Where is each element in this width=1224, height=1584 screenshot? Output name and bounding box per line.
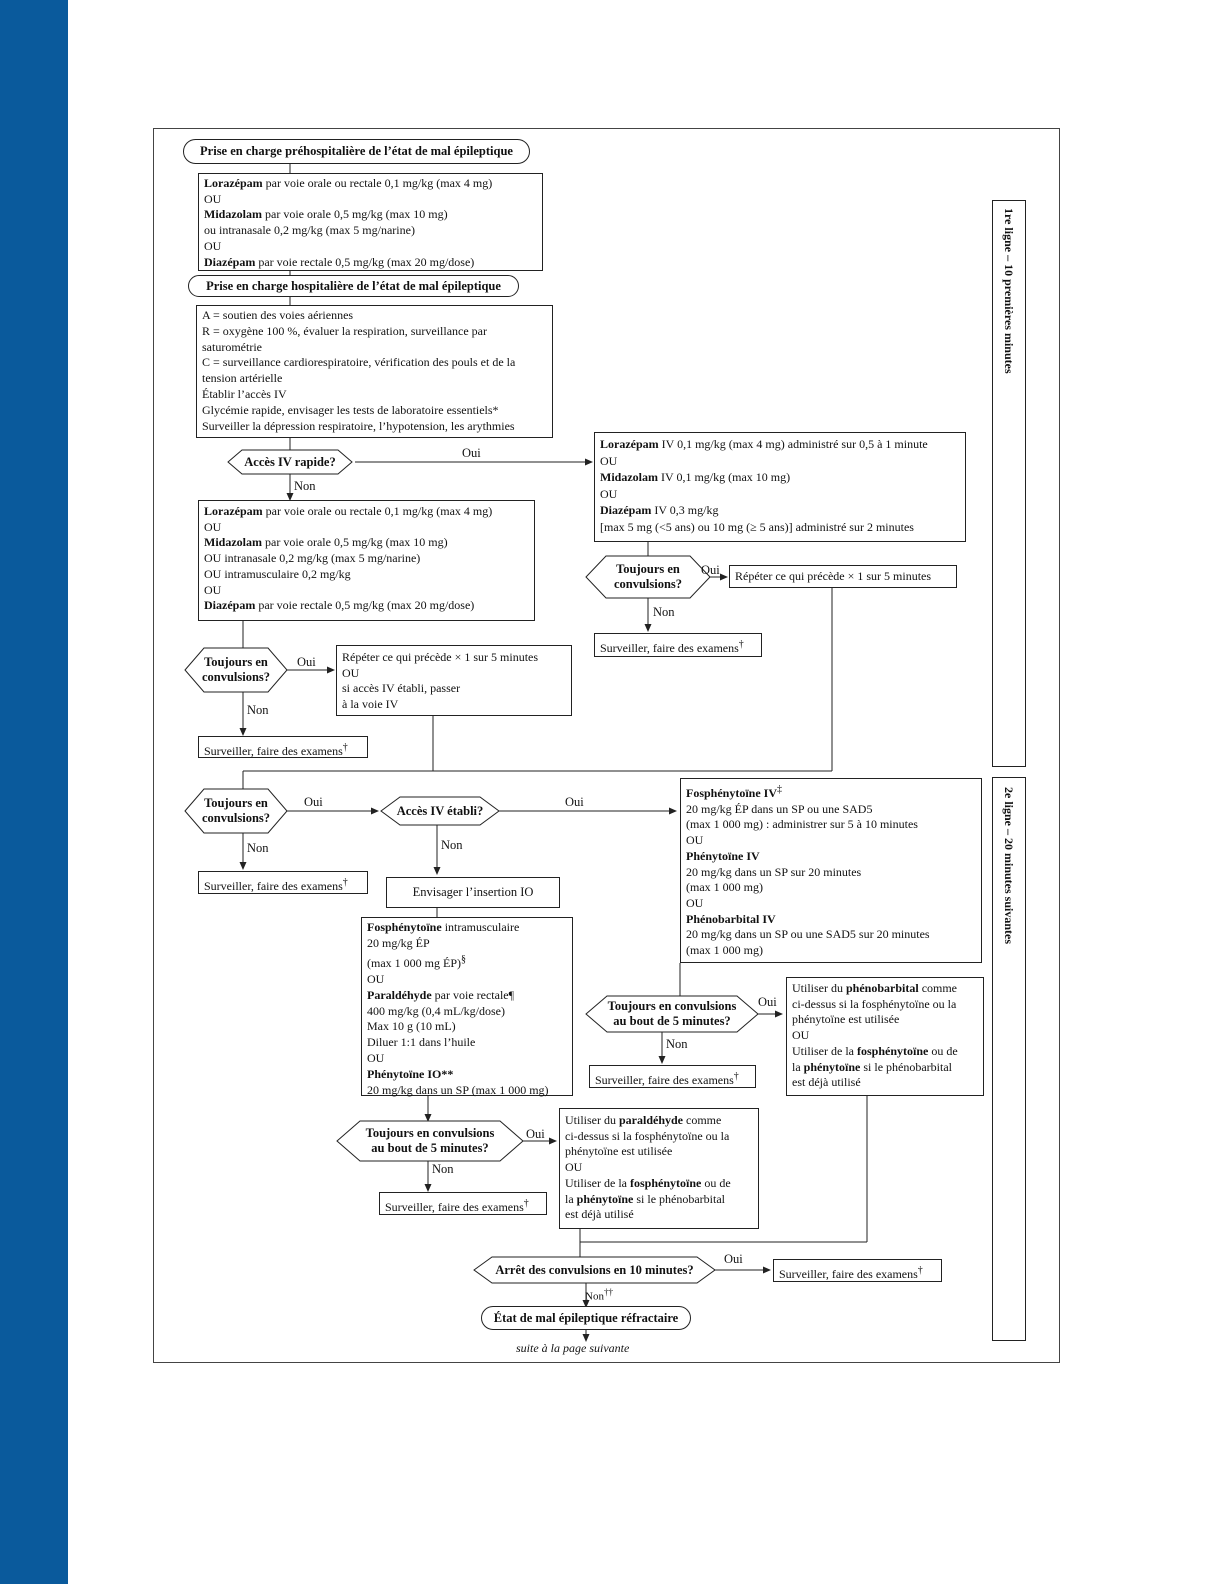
label-non-4: Non (247, 841, 269, 855)
pill-hospital: Prise en charge hospitalière de l’état de mal épileptique (188, 275, 519, 297)
box-monitor-3: Surveiller, faire des examens† (198, 871, 368, 894)
label-non-1: Non (294, 479, 316, 493)
box-io-meds: Fosphénytoïne intramusculaire 20 mg/kg ÉP (max 1 000 mg ÉP)§ OU Paraldéhyde par voie rectale¶ 400 mg/kg (0,4 mL/kg/dose) Max 10 g (10 mL) Diluer 1:1 dans l’huile OU Phénytoïne IO** 20 mg/kg dans un SP (max 1 000 mg) (361, 917, 573, 1096)
decision-still-right: Toujours en convulsions? (613, 562, 683, 591)
label-oui-7: Oui (526, 1127, 545, 1141)
label-non-6: Non (666, 1037, 688, 1051)
decision-still-left: Toujours en convulsions? (201, 655, 271, 684)
pill-refractory: État de mal épileptique réfractaire (481, 1306, 691, 1330)
box-monitor-2: Surveiller, faire des examens† (198, 736, 368, 758)
label-oui-2: Oui (701, 563, 720, 577)
box-repeat-right: Répéter ce qui précède × 1 sur 5 minutes (729, 565, 957, 588)
label-non-2: Non (653, 605, 675, 619)
label-oui-3: Oui (297, 655, 316, 669)
box-monitor-5: Surveiller, faire des examens† (379, 1192, 547, 1215)
box-monitor-6: Surveiller, faire des examens† (773, 1259, 942, 1282)
side-label-first-line: 1re ligne – 10 premières minutes (1002, 208, 1016, 374)
label-oui-6: Oui (758, 995, 777, 1009)
decision-still5-right: Toujours en convulsions au bout de 5 minutes? (607, 999, 737, 1028)
label-non-7: Non (432, 1162, 454, 1176)
box-pheno-alt: Utiliser du phénobarbital comme ci-dessus si la fosphénytoïne ou la phénytoïne est utilisée OU Utiliser de la fosphénytoïne ou de la phénytoïne si le phénobarbital est déjà utilisé (786, 977, 984, 1096)
decision-still-2: Toujours en convulsions? (201, 796, 271, 825)
box-repeat-left: Répéter ce qui précède × 1 sur 5 minutes OU si accès IV établi, passer à la voie IV (336, 645, 572, 716)
box-paraldehyde-alt: Utiliser du paraldéhyde comme ci-dessus si la fosphénytoïne ou la phénytoïne est utilisée OU Utiliser de la fosphénytoïne ou de la phénytoïne si le phénobarbital est déjà utilisé (559, 1108, 759, 1229)
decision-stop-10min: Arrêt des convulsions en 10 minutes? (495, 1262, 694, 1277)
box-abc: A = soutien des voies aériennes R = oxygène 100 %, évaluer la respiration, surveillance par saturométrie C = surveillance cardiorespiratoire, vérification des pouls et de la tension artérielle Établir l’accès IV Glycémie rapide, envisager les tests de laboratoire essentiels* Surveiller la dépression respiratoire, l’hypotension, les arythmies (196, 305, 553, 438)
box-iv-meds: Lorazépam IV 0,1 mg/kg (max 4 mg) administré sur 0,5 à 1 minute OU Midazolam IV 0,1 mg/kg (max 10 mg) OU Diazépam IV 0,3 mg/kg [max 5 mg (<5 ans) ou 10 mg (≥ 5 ans)] administré sur 2 minutes (594, 432, 966, 542)
box-prehospital-meds: Lorazépam par voie orale ou rectale 0,1 mg/kg (max 4 mg) OU Midazolam par voie orale 0,5 mg/kg (max 10 mg) ou intranasale 0,2 mg/kg (max 5 mg/narine) OU Diazépam par voie rectale 0,5 mg/kg (max 20 mg/dose) (198, 173, 543, 271)
box-monitor-4: Surveiller, faire des examens† (589, 1065, 756, 1088)
label-oui-4: Oui (304, 795, 323, 809)
pill-prehospital: Prise en charge préhospitalière de l’état de mal épileptique (183, 139, 530, 164)
decision-iv-rapid: Accès IV rapide? (244, 454, 336, 469)
box-noiv-meds: Lorazépam par voie orale ou rectale 0,1 mg/kg (max 4 mg) OU Midazolam par voie orale 0,5 mg/kg (max 10 mg) OU intranasale 0,2 mg/kg (max 5 mg/narine) OU intramusculaire 0,2 mg/kg OU Diazépam par voie rectale 0,5 mg/kg (max 20 mg/dose) (198, 500, 535, 621)
label-oui-8: Oui (724, 1252, 743, 1266)
continued-note: suite à la page suivante (516, 1341, 630, 1355)
decision-iv-established: Accès IV établi? (396, 803, 484, 818)
side-label-second-line: 2e ligne – 20 minutes suivantes (1002, 787, 1016, 945)
box-consider-io: Envisager l’insertion IO (386, 877, 560, 908)
label-non-5: Non (441, 838, 463, 852)
label-oui-1: Oui (462, 446, 481, 460)
label-non-3: Non (247, 703, 269, 717)
label-oui-5: Oui (565, 795, 584, 809)
decision-still5-left: Toujours en convulsions au bout de 5 minutes? (365, 1126, 495, 1155)
box-iv-second-line: Fosphénytoïne IV‡ 20 mg/kg ÉP dans un SP ou une SAD5 (max 1 000 mg) : administrer sur 5 à 10 minutes OU Phénytoïne IV 20 mg/kg dans un SP sur 20 minutes (max 1 000 mg) OU Phénobarbital IV 20 mg/kg dans un SP ou une SAD5 sur 20 minutes (max 1 000 mg) (680, 778, 982, 963)
box-monitor-1: Surveiller, faire des examens† (594, 633, 762, 657)
label-non-tt: Non†† (585, 1287, 614, 1303)
